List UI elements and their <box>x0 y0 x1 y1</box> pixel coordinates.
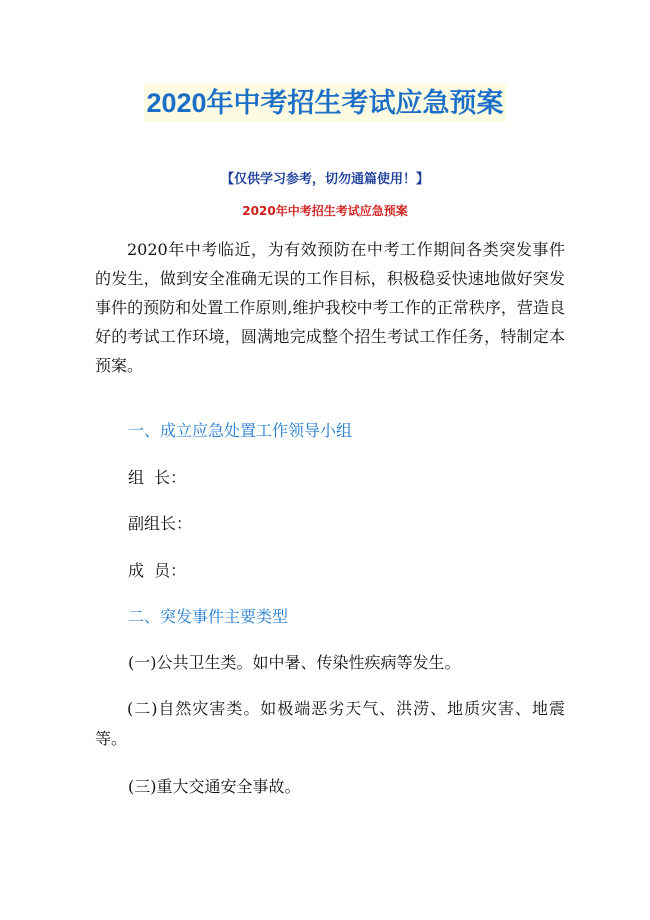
members-line: 成 员： <box>128 561 187 580</box>
emergency-type-item-1: (一)公共卫生类。如中暑、传染性疾病等发生。 <box>128 653 461 672</box>
leader-line: 组 长： <box>128 468 187 487</box>
intro-paragraph: 2020年中考临近，为有效预防在中考工作期间各类突发事件的发生，做到安全准确无误的工作目标，积极稳妥快速地做好突发事件的预防和处置工作原则,维护我校中考工作的正常秩序，营造良好的考试工作环境，圆满地完成整个招生考试工作任务，特制定本预案。 <box>95 240 565 375</box>
section-2-heading: 二、突发事件主要类型 <box>128 607 289 626</box>
title-container <box>0 84 650 122</box>
usage-notice: 【仅供学习参考，切勿通篇使用！】 <box>220 172 429 187</box>
document-title: 2020年中考招生考试应急预案 <box>144 84 505 122</box>
section-1-heading: 一、成立应急处置工作领导小组 <box>128 421 353 440</box>
deputy-leader-line: 副组长： <box>128 514 193 533</box>
document-subtitle: 2020年中考招生考试应急预案 <box>242 204 408 218</box>
emergency-type-item-2: (二)自然灾害类。如极端恶劣天气、洪涝、地质灾害、地震等。 <box>95 699 565 748</box>
emergency-type-item-3: (三)重大交通安全事故。 <box>128 777 301 796</box>
